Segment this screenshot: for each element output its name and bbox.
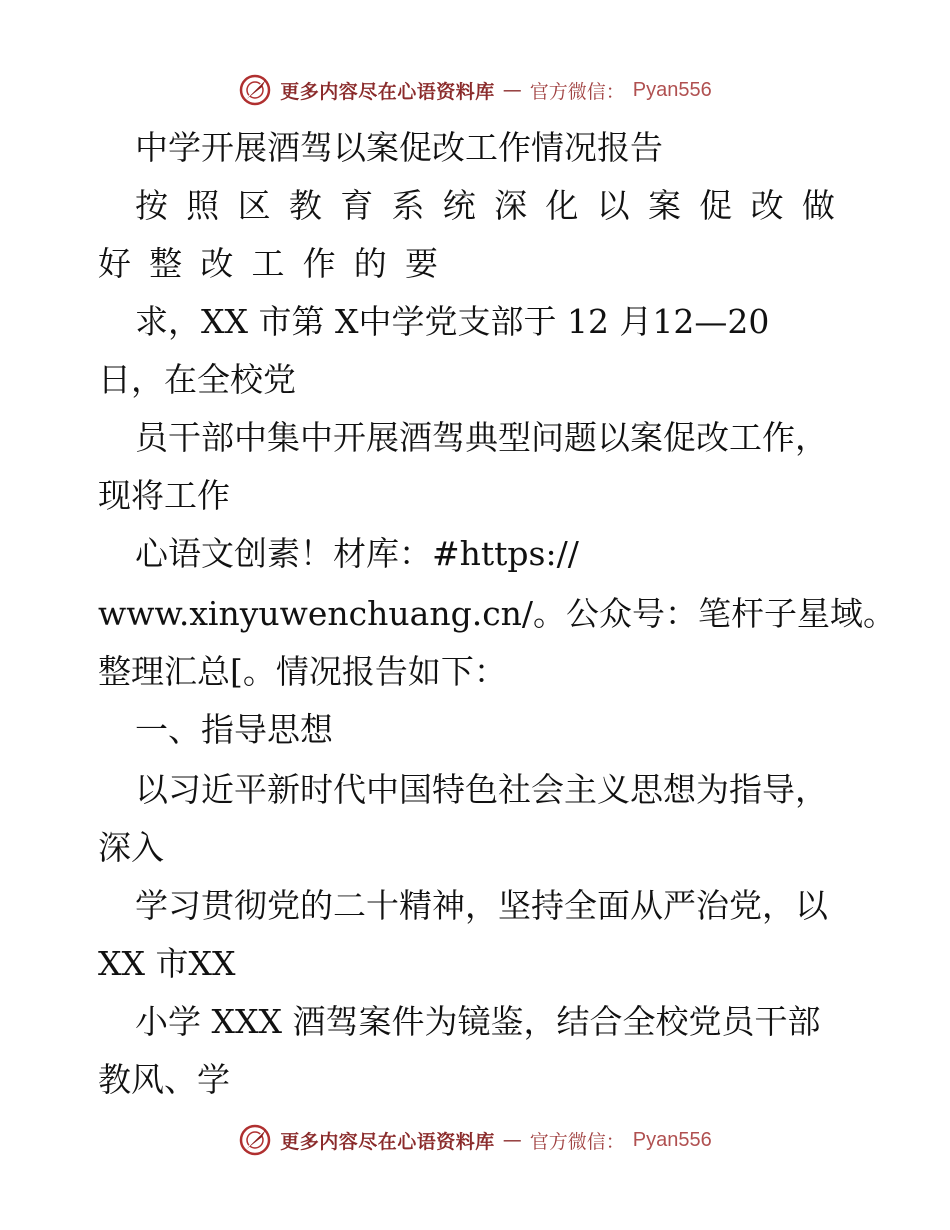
banner-text: 更多内容尽在心语资料库 [280, 1130, 495, 1153]
banner-separator: — [502, 1129, 522, 1151]
paragraph-line-6: 现将工作 [98, 476, 230, 515]
banner-wechat-label: 官方微信： [529, 80, 625, 103]
paragraph-line-15: 教风、学 [98, 1060, 230, 1099]
paragraph-line-13: XX 市XX [98, 944, 236, 983]
paragraph-line-14: 小学 XXX 酒驾案件为镜鉴，结合全校党员干部 [135, 1002, 821, 1041]
section-heading-1: 一、指导思想 [135, 710, 333, 749]
paragraph-line-3: 求，XX 市第 X中学党支部于 12 月12—20 [135, 302, 770, 341]
banner-text: 更多内容尽在心语资料库 [280, 80, 495, 103]
paragraph-line-8: www.xinyuwenchuang.cn/。公众号：笔杆子星域。 [98, 594, 897, 633]
quill-logo-icon [238, 73, 272, 107]
banner-separator: — [502, 79, 522, 101]
paragraph-line-7: 心语文创素！材库：#https:// [135, 534, 579, 573]
banner-wechat-label: 官方微信： [529, 1130, 625, 1153]
paragraph-line-4: 日，在全校党 [98, 360, 296, 399]
paragraph-line-10: 以习近平新时代中国特色社会主义思想为指导， [135, 770, 828, 809]
quill-logo-icon [238, 1123, 272, 1157]
footer-banner [0, 1120, 950, 1160]
header-banner [0, 70, 950, 110]
document-title: 中学开展酒驾以案促改工作情况报告 [135, 128, 663, 167]
paragraph-line-1: 按 照 区 教 育 系 统 深 化 以 案 促 改 做 [135, 186, 835, 225]
paragraph-line-12: 学习贯彻党的二十精神，坚持全面从严治党，以 [135, 886, 828, 925]
paragraph-line-2: 好 整 改 工 作 的 要 [98, 244, 438, 283]
paragraph-line-11: 深入 [98, 828, 164, 867]
paragraph-line-9: 整理汇总[。情况报告如下： [98, 652, 507, 691]
banner-wechat-id: Pyan556 [632, 1128, 712, 1151]
banner-wechat-id: Pyan556 [632, 78, 712, 101]
paragraph-line-5: 员干部中集中开展酒驾典型问题以案促改工作， [135, 418, 828, 457]
